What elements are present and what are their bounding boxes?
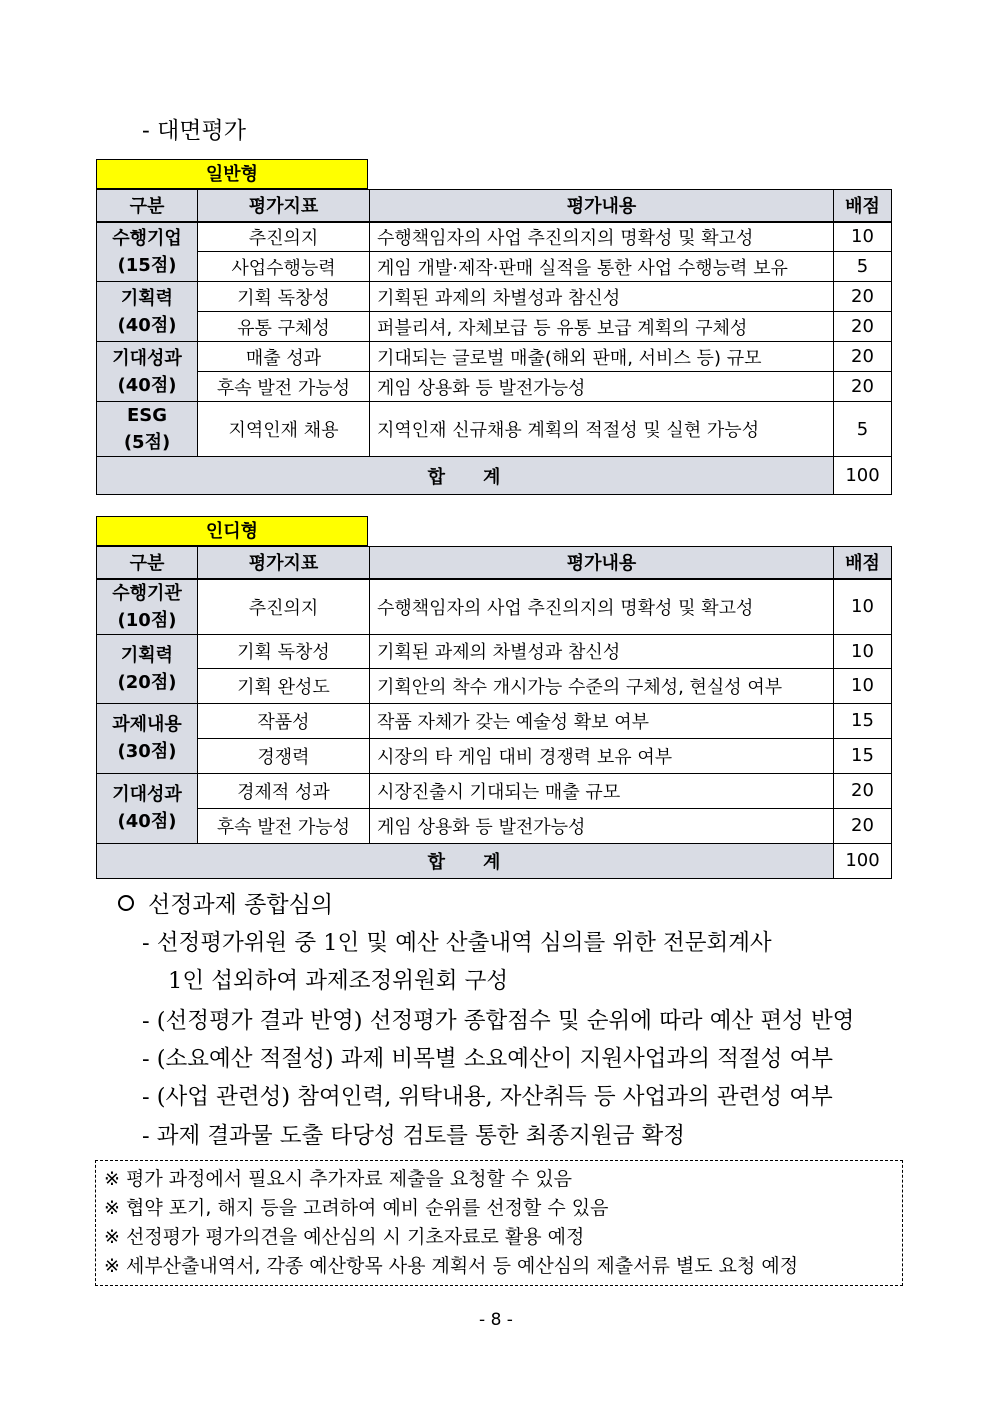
- table-row: [97, 579, 892, 635]
- indicator-cell: 경쟁력: [198, 738, 370, 773]
- header-score: 배점: [834, 190, 892, 222]
- indicator-cell: 지역인재 채용: [198, 402, 370, 457]
- score-cell: 15: [834, 703, 892, 738]
- total-label: 합 계: [97, 457, 834, 495]
- notes-box: [95, 1160, 903, 1286]
- content-cell: 지역인재 신규채용 계획의 적절성 및 실현 가능성: [370, 402, 834, 457]
- category-cell: 수행기관 (10점): [97, 579, 198, 635]
- review-bullet: - (소요예산 적절성) 과제 비목별 소요예산이 지원사업과의 적절성 여부: [142, 1046, 833, 1072]
- header-category: 구분: [97, 190, 198, 222]
- review-bullet: - 선정평가위원 중 1인 및 예산 산출내역 심의를 위한 전문회계사: [142, 930, 772, 956]
- table-tag-indie: 인디형: [96, 516, 368, 546]
- header-content: 평가내용: [370, 190, 834, 222]
- table-row: [97, 703, 892, 738]
- table-row: [97, 252, 892, 282]
- note-item: ※ 선정평가 평가의견을 예산심의 시 기초자료로 활용 예정: [104, 1226, 585, 1248]
- score-cell: 5: [834, 252, 892, 282]
- header-indicator: 평가지표: [198, 547, 370, 579]
- content-cell: 작품 자체가 갖는 예술성 확보 여부: [370, 703, 834, 738]
- indicator-cell: 사업수행능력: [198, 252, 370, 282]
- score-cell: 15: [834, 738, 892, 773]
- note-item: ※ 평가 과정에서 필요시 추가자료 제출을 요청할 수 있음: [104, 1168, 573, 1190]
- indicator-cell: 유통 구체성: [198, 312, 370, 342]
- review-bullet-continued: 1인 섭외하여 과제조정위원회 구성: [168, 968, 509, 994]
- circle-bullet-icon: [118, 895, 134, 911]
- table-row: [97, 312, 892, 342]
- content-cell: 기획안의 착수 개시가능 수준의 구체성, 현실성 여부: [370, 668, 834, 703]
- header-content: 평가내용: [370, 547, 834, 579]
- table-row: [97, 222, 892, 252]
- content-cell: 게임 상용화 등 발전가능성: [370, 372, 834, 402]
- indicator-cell: 기획 완성도: [198, 668, 370, 703]
- category-cell: ESG (5점): [97, 402, 198, 457]
- note-item: ※ 세부산출내역서, 각종 예산항목 사용 계획서 등 예산심의 제출서류 별도 요청 예정: [104, 1255, 799, 1277]
- indicator-cell: 후속 발전 가능성: [198, 808, 370, 843]
- score-cell: 20: [834, 282, 892, 312]
- review-bullet: - (선정평가 결과 반영) 선정평가 종합점수 및 순위에 따라 예산 편성 반영: [142, 1008, 855, 1034]
- header-category: 구분: [97, 547, 198, 579]
- score-cell: 10: [834, 579, 892, 635]
- content-cell: 수행책임자의 사업 추진의지의 명확성 및 확고성: [370, 579, 834, 635]
- score-cell: 20: [834, 342, 892, 372]
- table-row: [97, 402, 892, 457]
- indicator-cell: 작품성: [198, 703, 370, 738]
- total-row: [97, 843, 892, 878]
- indicator-cell: 추진의지: [198, 222, 370, 252]
- table-row: [97, 738, 892, 773]
- indicator-cell: 기획 독창성: [198, 634, 370, 668]
- category-cell: 기대성과 (40점): [97, 773, 198, 843]
- content-cell: 게임 상용화 등 발전가능성: [370, 808, 834, 843]
- total-score: 100: [834, 843, 892, 878]
- evaluation-table-indie: [96, 546, 892, 879]
- score-cell: 20: [834, 773, 892, 808]
- content-cell: 기획된 과제의 차별성과 참신성: [370, 282, 834, 312]
- review-bullet: - 과제 결과물 도출 타당성 검토를 통한 최종지원금 확정: [142, 1123, 685, 1149]
- category-cell: 기대성과 (40점): [97, 342, 198, 402]
- review-bullet: - (사업 관련성) 참여인력, 위탁내용, 자산취득 등 사업과의 관련성 여부: [142, 1084, 833, 1110]
- table-row: [97, 773, 892, 808]
- page-number: - 8 -: [479, 1310, 513, 1330]
- content-cell: 수행책임자의 사업 추진의지의 명확성 및 확고성: [370, 222, 834, 252]
- indicator-cell: 후속 발전 가능성: [198, 372, 370, 402]
- content-cell: 기획된 과제의 차별성과 참신성: [370, 634, 834, 668]
- category-cell: 과제내용 (30점): [97, 703, 198, 773]
- score-cell: 20: [834, 808, 892, 843]
- total-score: 100: [834, 457, 892, 495]
- total-label: 합 계: [97, 843, 834, 878]
- category-cell: 수행기업 (15점): [97, 222, 198, 282]
- review-heading-text: 선정과제 종합심의: [148, 892, 334, 918]
- header-indicator: 평가지표: [198, 190, 370, 222]
- content-cell: 시장의 타 게임 대비 경쟁력 보유 여부: [370, 738, 834, 773]
- content-cell: 퍼블리셔, 자체보급 등 유통 보급 계획의 구체성: [370, 312, 834, 342]
- header-score: 배점: [834, 547, 892, 579]
- review-heading: [118, 886, 333, 919]
- total-row: [97, 457, 892, 495]
- indicator-cell: 매출 성과: [198, 342, 370, 372]
- category-cell: 기획력 (40점): [97, 282, 198, 342]
- table-tag-general: 일반형: [96, 159, 368, 189]
- score-cell: 20: [834, 312, 892, 342]
- score-cell: 10: [834, 634, 892, 668]
- table-row: [97, 668, 892, 703]
- table-row: [97, 282, 892, 312]
- table-row: [97, 634, 892, 668]
- indicator-cell: 경제적 성과: [198, 773, 370, 808]
- score-cell: 10: [834, 668, 892, 703]
- indicator-cell: 기획 독창성: [198, 282, 370, 312]
- indicator-cell: 추진의지: [198, 579, 370, 635]
- score-cell: 10: [834, 222, 892, 252]
- evaluation-table-general: [96, 189, 892, 495]
- note-item: ※ 협약 포기, 해지 등을 고려하여 예비 순위를 선정할 수 있음: [104, 1197, 609, 1219]
- table-row: [97, 342, 892, 372]
- content-cell: 게임 개발·제작·판매 실적을 통한 사업 수행능력 보유: [370, 252, 834, 282]
- content-cell: 기대되는 글로벌 매출(해외 판매, 서비스 등) 규모: [370, 342, 834, 372]
- table-row: [97, 808, 892, 843]
- content-cell: 시장진출시 기대되는 매출 규모: [370, 773, 834, 808]
- score-cell: 20: [834, 372, 892, 402]
- category-cell: 기획력 (20점): [97, 634, 198, 703]
- score-cell: 5: [834, 402, 892, 457]
- section-title: - 대면평가: [142, 118, 246, 144]
- table-row: [97, 372, 892, 402]
